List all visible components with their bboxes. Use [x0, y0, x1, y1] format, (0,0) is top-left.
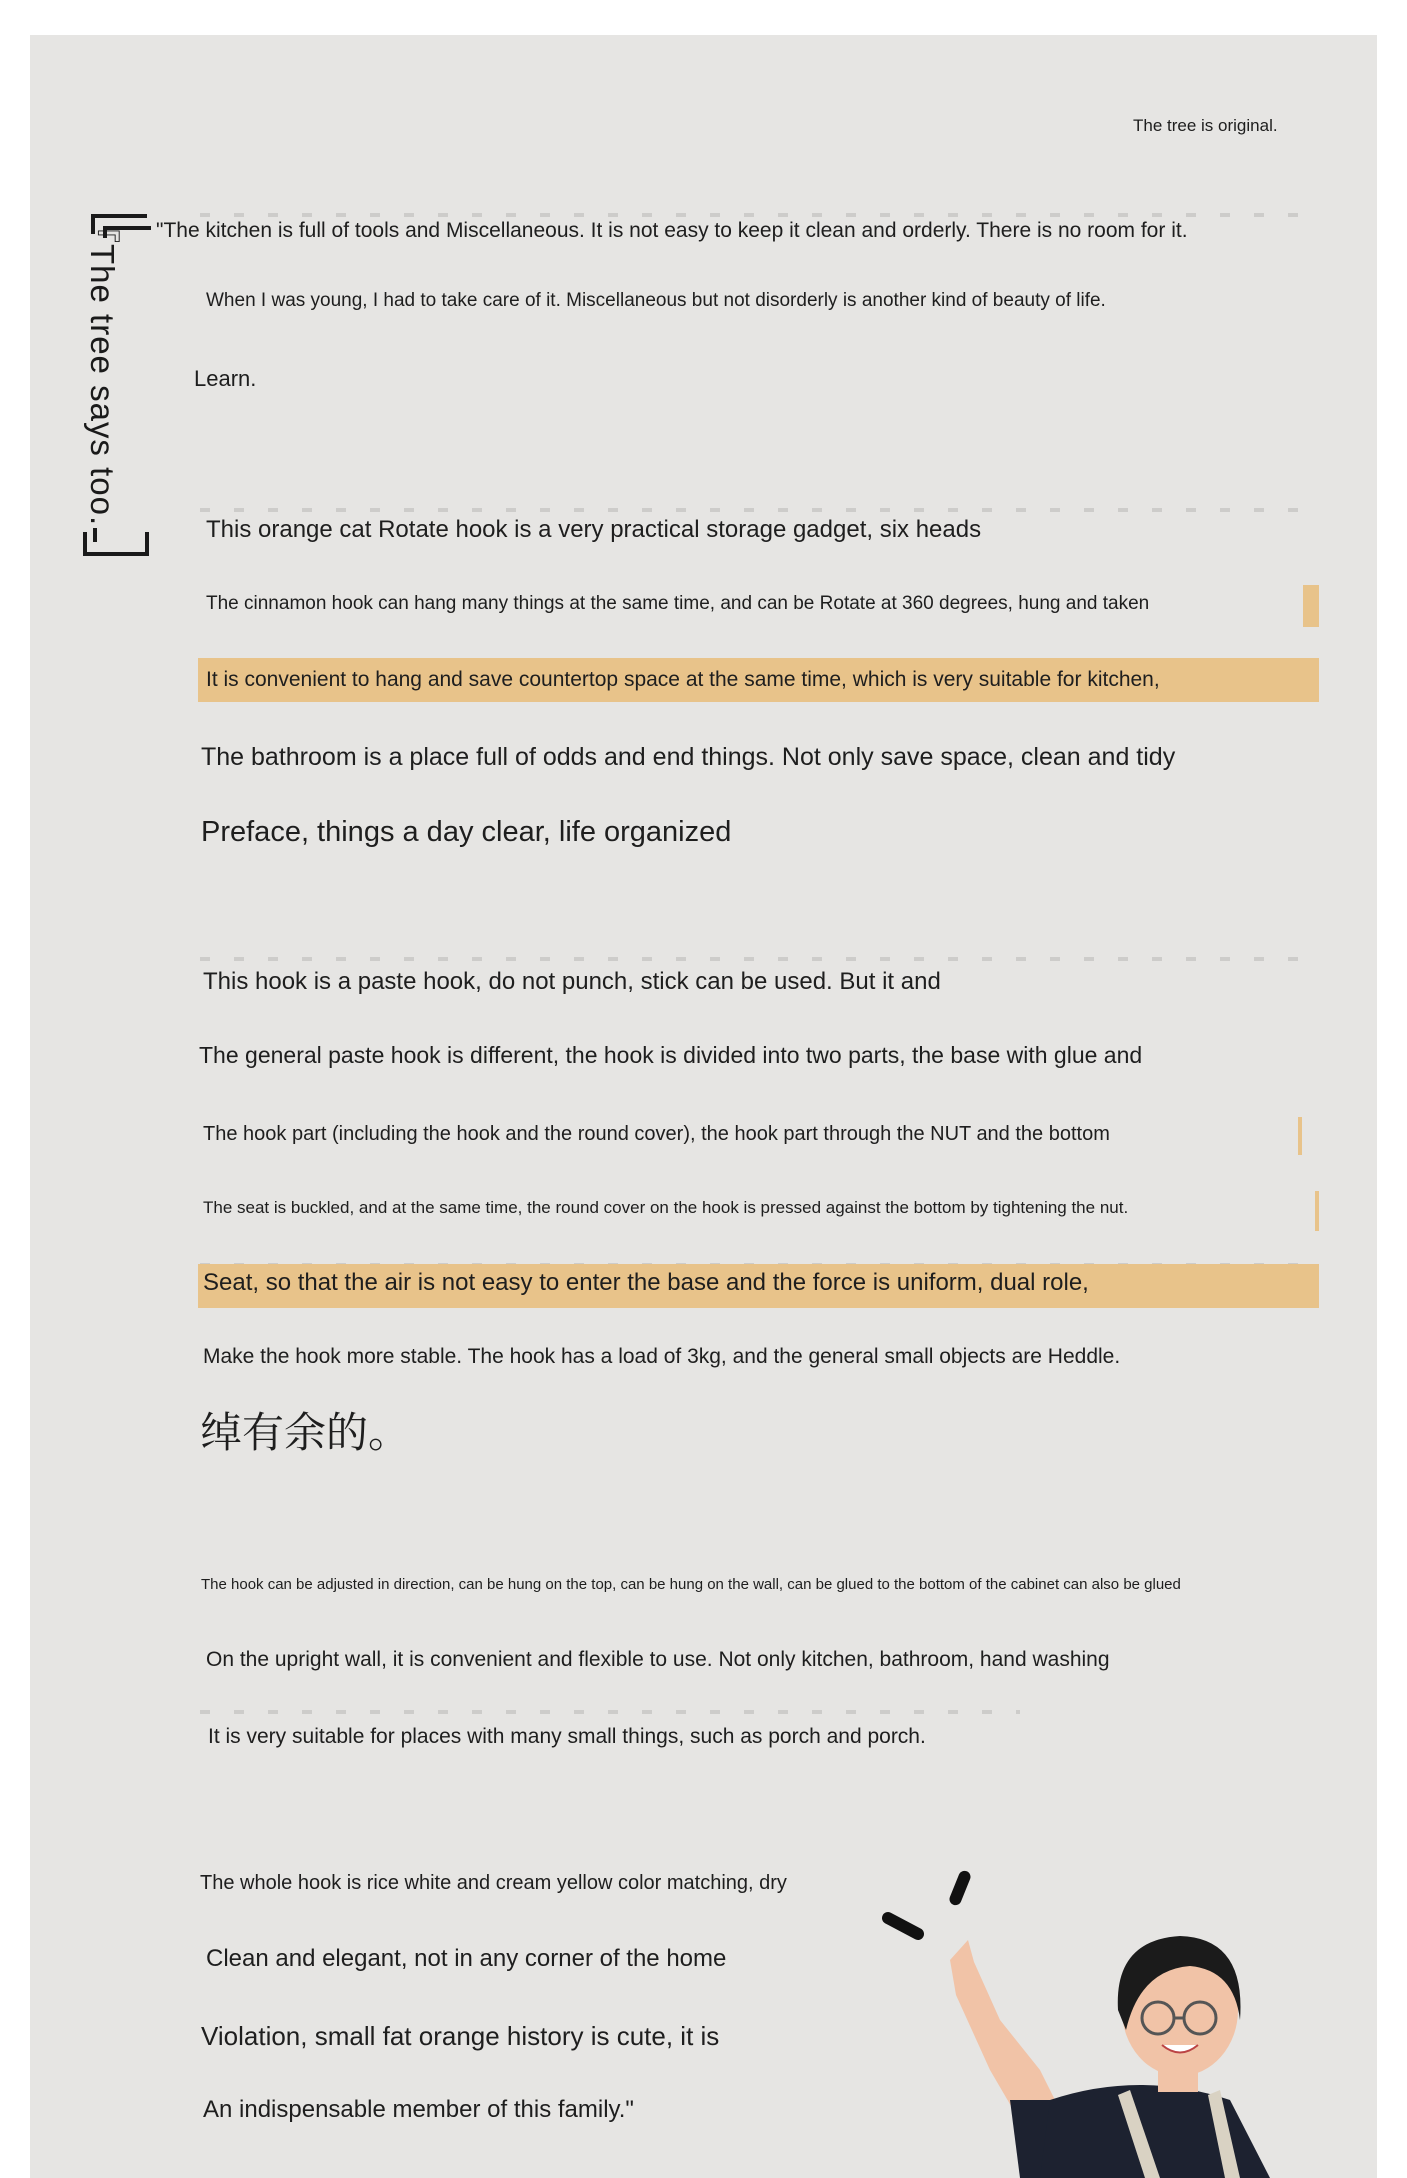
section2-line-6: Make the hook more stable. The hook has a load of 3kg, and the general small objects are Heddle. [203, 1345, 1121, 1368]
intro-line-3: Learn. [194, 366, 257, 391]
faded-text [200, 213, 1300, 217]
intro-line-1: "The kitchen is full of tools and Miscellaneous. It is not easy to keep it clean and orderly. There is no room for it. [156, 219, 1188, 242]
section4-line-2: Clean and elegant, not in any corner of the home [206, 1945, 727, 1972]
close-bracket-icon [83, 532, 149, 556]
section3-line-1: The hook can be adjusted in direction, can be hung on the top, can be hung on the wall, can be glued to the bottom of the cabinet can also be glued [201, 1576, 1181, 1593]
section4-line-4: An indispensable member of this family." [203, 2096, 634, 2123]
section1-line-1: This orange cat Rotate hook is a very practical storage gadget, six heads [206, 516, 982, 543]
person-illustration [890, 1900, 1310, 2178]
faded-text [200, 508, 1300, 512]
header-note: The tree is original. [1133, 116, 1278, 135]
faded-text [200, 957, 1300, 961]
section2-line-3: The hook part (including the hook and the round cover), the hook part through the NUT and the bottom [203, 1123, 1110, 1145]
highlight-tick [1298, 1117, 1302, 1155]
section2-line-2: The general paste hook is different, the hook is divided into two parts, the base with glue and [199, 1042, 1143, 1068]
section2-line-7: 绰有余的。 [200, 1408, 411, 1457]
section2-line-4: The seat is buckled, and at the same time, the round cover on the hook is pressed against the bottom by tightening the nut. [203, 1198, 1129, 1217]
highlight-tick [1315, 1191, 1319, 1231]
section2-line-5: Seat, so that the air is not easy to enter the base and the force is uniform, dual role, [203, 1269, 1089, 1296]
faded-text [200, 1710, 1020, 1714]
highlight-tick [1303, 585, 1319, 627]
section3-line-2: On the upright wall, it is convenient and flexible to use. Not only kitchen, bathroom, hand washing [206, 1648, 1110, 1671]
section2-line-1: This hook is a paste hook, do not punch, stick can be used. But it and [203, 968, 941, 995]
intro-line-2: When I was young, I had to take care of it. Miscellaneous but not disorderly is another kind of beauty of life. [206, 290, 1106, 311]
page-panel [30, 35, 1377, 2178]
section4-line-1: The whole hook is rice white and cream yellow color matching, dry [200, 1872, 787, 1894]
section3-line-3: It is very suitable for places with many small things, such as porch and porch. [208, 1725, 926, 1748]
section1-line-4: The bathroom is a place full of odds and end things. Not only save space, clean and tidy [201, 743, 1176, 771]
section1-line-2: The cinnamon hook can hang many things at the same time, and can be Rotate at 360 degrees, hung and taken [206, 593, 1150, 614]
section4-line-3: Violation, small fat orange history is cute, it is [201, 2021, 720, 2051]
section1-line-3: It is convenient to hang and save countertop space at the same time, which is very suitable for kitchen, [206, 668, 1160, 691]
section1-line-5: Preface, things a day clear, life organized [201, 816, 732, 848]
side-title: 『The tree says too. [83, 210, 121, 527]
